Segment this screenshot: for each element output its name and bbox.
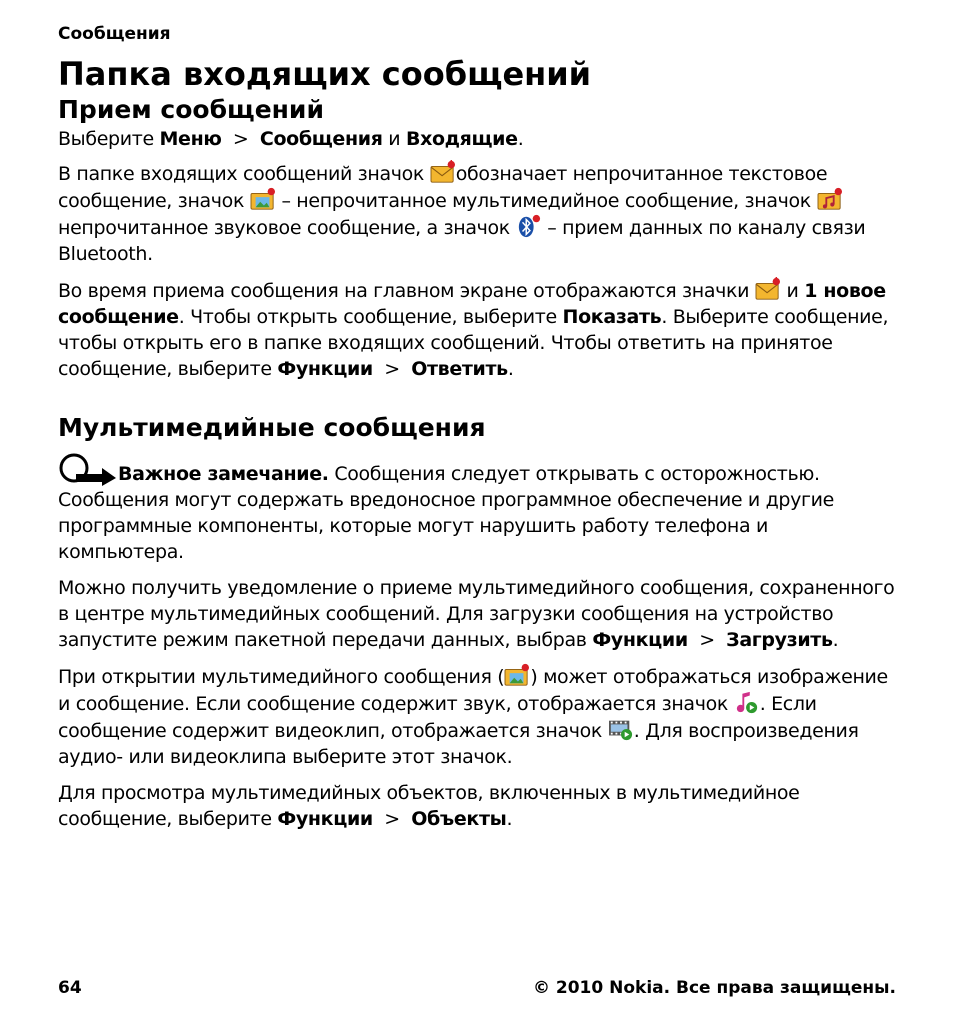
mms-unread-icon <box>250 187 276 211</box>
mms-unread-icon <box>504 663 530 687</box>
important-note-icon <box>58 452 118 486</box>
section-heading-receive: Прием сообщений <box>58 95 324 124</box>
note-label: Важное замечание. <box>118 463 329 485</box>
menu-path-item: Меню <box>159 128 222 150</box>
menu-path-item: Сообщения <box>259 128 383 150</box>
paragraph-receiving: Во время приема сообщения на главном экране отображаются значки и 1 новое сообщение. Чтобы открыть сообщение, выберите Показать. Выберите сообщение, чтобы открыть его в папке входящих сообщений. Чтобы ответить на принятое сообщение, выберите Функции > Ответить. <box>58 277 898 382</box>
paragraph-mms-objects: Для просмотра мультимедийных объектов, включенных в мультимедийное сообщение, выберите Функции > Объекты. <box>58 782 800 830</box>
paragraph-mms-notify: Можно получить уведомление о приеме мультимедийного сообщения, сохраненного в центре мультимедийных сообщений. Для загрузки сообщения на устройство запустите режим пакетной передачи данных, выбрав Функции > Загрузить. <box>58 577 895 651</box>
envelope-unread-icon <box>430 160 456 184</box>
paragraph-inbox-icons: В папке входящих сообщений значок обозначает непрочитанное текстовое сообщение, значок – непрочитанное мультимедийное сообщение, значок непрочитанное звуковое сообщение, а значок – прием данных по каналу связи Bluetooth. <box>58 160 898 267</box>
running-header: Сообщения <box>58 24 171 44</box>
envelope-unread-icon <box>755 277 781 301</box>
page-footer <box>58 978 896 998</box>
copyright-notice: © 2010 Nokia. Все права защищены. <box>532 978 896 998</box>
manual-page <box>58 22 898 842</box>
page-number: 64 <box>58 978 82 998</box>
page-title: Папка входящих сообщений <box>58 55 592 93</box>
section-heading-multimedia: Мультимедийные сообщения <box>58 413 486 442</box>
menu-path-item: Входящие <box>405 128 518 150</box>
bluetooth-receive-icon <box>516 214 542 238</box>
audio-message-unread-icon <box>817 187 843 211</box>
sound-clip-icon <box>734 690 760 714</box>
paragraph-select-inbox: Выберите Меню > Сообщения и Входящие. <box>58 128 524 150</box>
important-note: Важное замечание. Сообщения следует открывать с осторожностью. Сообщения могут содержать вредоносное программное обеспечение и другие программные компоненты, которые могут нарушить работу телефона и компьютера. <box>58 452 898 565</box>
paragraph-mms-open: При открытии мультимедийного сообщения ( ) может отображаться изображение и сообщение. Если сообщение содержит звук, отображается значок . Если сообщение содержит видеоклип, отображается значок . Для воспроизведения аудио- или видеоклипа выберите этот значок. <box>58 663 898 770</box>
video-clip-icon <box>608 717 634 741</box>
